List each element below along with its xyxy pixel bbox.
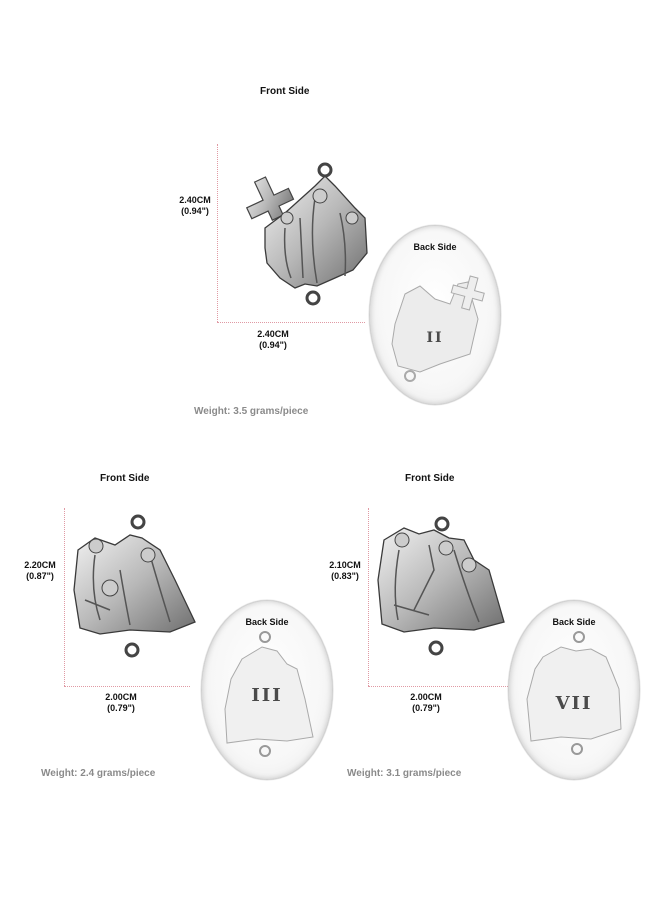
width-dimension-label — [243, 329, 303, 351]
height-dimension-label — [165, 195, 225, 217]
front-pendant-image — [70, 510, 205, 660]
back-side-oval — [201, 600, 333, 780]
weight-label: Weight: 2.4 grams/piece — [41, 768, 156, 779]
back-side-title: Back Side — [245, 617, 289, 627]
weight-label: Weight: 3.1 grams/piece — [347, 768, 462, 779]
height-inches: (0.83") — [331, 571, 359, 581]
height-dimension-line — [64, 508, 65, 686]
height-cm: 2.40CM — [179, 195, 211, 205]
back-numeral: II — [426, 330, 444, 346]
back-pendant-image — [380, 264, 490, 384]
front-pendant-image — [225, 158, 375, 308]
height-dimension-label — [315, 560, 375, 582]
width-inches: (0.79") — [412, 703, 440, 713]
width-cm: 2.00CM — [410, 692, 442, 702]
height-dimension-line — [217, 144, 218, 322]
height-cm: 2.20CM — [24, 560, 56, 570]
width-dimension-line — [64, 686, 190, 687]
back-side-title: Back Side — [552, 617, 596, 627]
width-dimension-line — [217, 322, 365, 323]
back-numeral: III — [251, 685, 283, 706]
height-dimension-line — [368, 508, 369, 686]
width-inches: (0.79") — [107, 703, 135, 713]
front-side-title: Front Side — [100, 473, 150, 484]
width-dimension-label — [91, 692, 151, 714]
height-inches: (0.87") — [26, 571, 54, 581]
width-cm: 2.40CM — [257, 329, 289, 339]
width-cm: 2.00CM — [105, 692, 137, 702]
height-dimension-label — [10, 560, 70, 582]
back-numeral: VII — [555, 693, 593, 714]
front-pendant-image — [374, 510, 514, 660]
back-side-oval — [369, 225, 501, 405]
height-cm: 2.10CM — [329, 560, 361, 570]
front-side-title: Front Side — [405, 473, 455, 484]
back-side-oval — [508, 600, 640, 780]
width-inches: (0.94") — [259, 340, 287, 350]
height-inches: (0.94") — [181, 206, 209, 216]
weight-label: Weight: 3.5 grams/piece — [194, 406, 309, 417]
back-side-title: Back Side — [413, 242, 457, 252]
width-dimension-label — [396, 692, 456, 714]
width-dimension-line — [368, 686, 512, 687]
front-side-title: Front Side — [260, 86, 310, 97]
